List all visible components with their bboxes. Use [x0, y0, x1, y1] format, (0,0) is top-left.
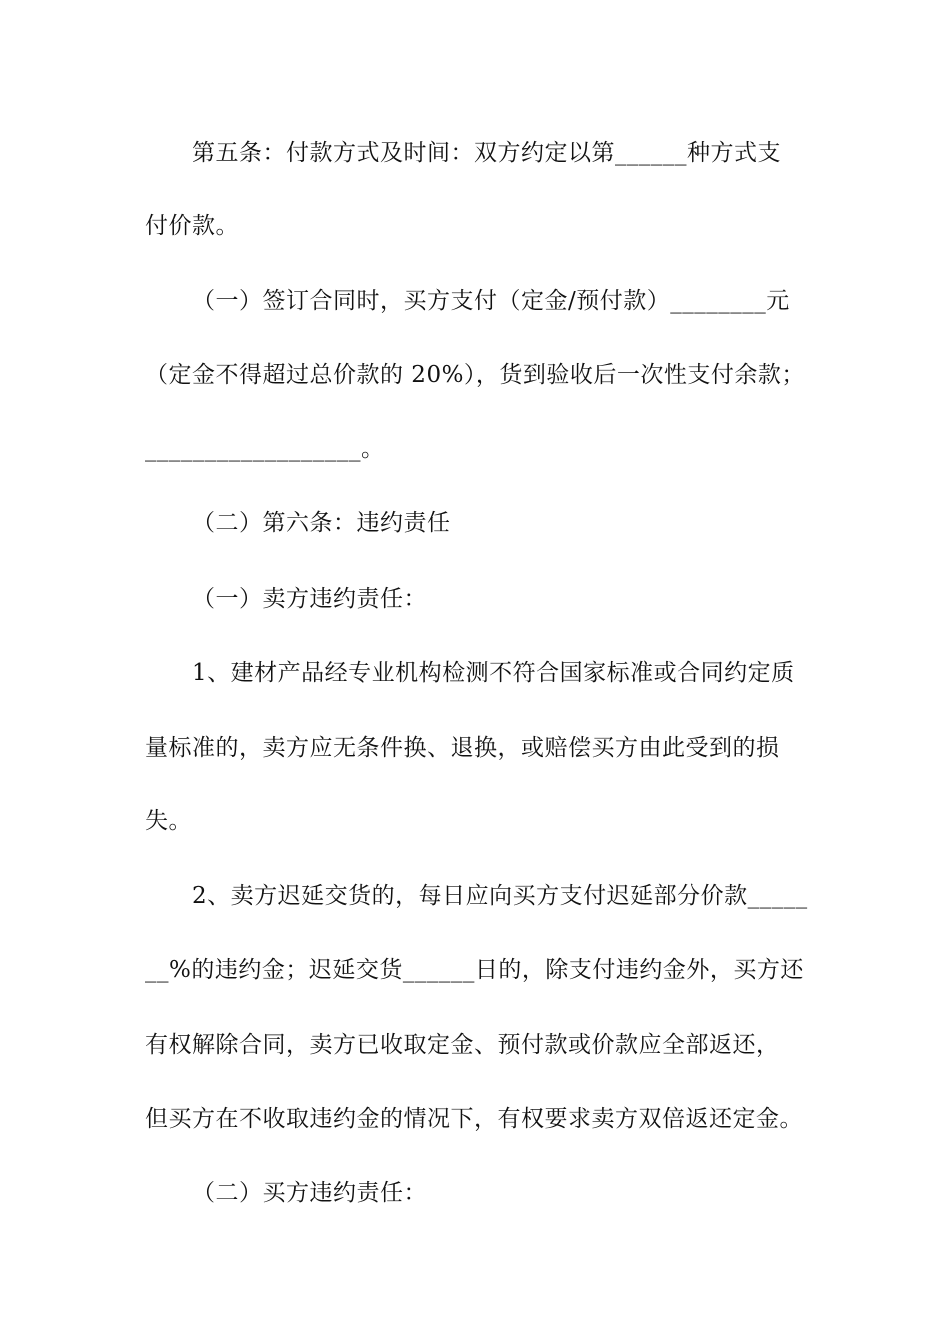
- article-5-line-1: 第五条：付款方式及时间：双方约定以第______种方式支: [192, 140, 781, 166]
- clause-2-line-3: 有权解除合同，卖方已收取定金、预付款或价款应全部返还，: [145, 1032, 780, 1058]
- payment-method-1-line-2: （定金不得超过总价款的 20%），货到验收后一次性支付余款；: [145, 362, 805, 388]
- clause-2-line-1: 2、卖方迟延交货的，每日应向买方支付迟延部分价款_____: [192, 883, 808, 909]
- payment-method-2-line: __________________。: [145, 436, 385, 462]
- payment-method-1-line-1: （一）签订合同时，买方支付（定金/预付款）________元: [192, 288, 790, 314]
- article-6-heading: （二）第六条：违约责任: [192, 510, 451, 536]
- article-5-line-2: 付价款。: [145, 213, 239, 239]
- clause-1-line-1: 1、建材产品经专业机构检测不符合国家标准或合同约定质: [192, 660, 795, 686]
- clause-1-line-2: 量标准的，卖方应无条件换、退换，或赔偿买方由此受到的损: [145, 735, 780, 761]
- clause-2-line-4: 但买方在不收取违约金的情况下，有权要求卖方双倍返还定金。: [145, 1106, 803, 1132]
- clause-1-line-3: 失。: [145, 808, 192, 834]
- buyer-liability-heading: （二）买方违约责任：: [192, 1180, 427, 1206]
- clause-2-line-2: __%的违约金；迟延交货______日的，除支付违约金外，买方还: [145, 957, 804, 983]
- seller-liability-heading: （一）卖方违约责任：: [192, 586, 427, 612]
